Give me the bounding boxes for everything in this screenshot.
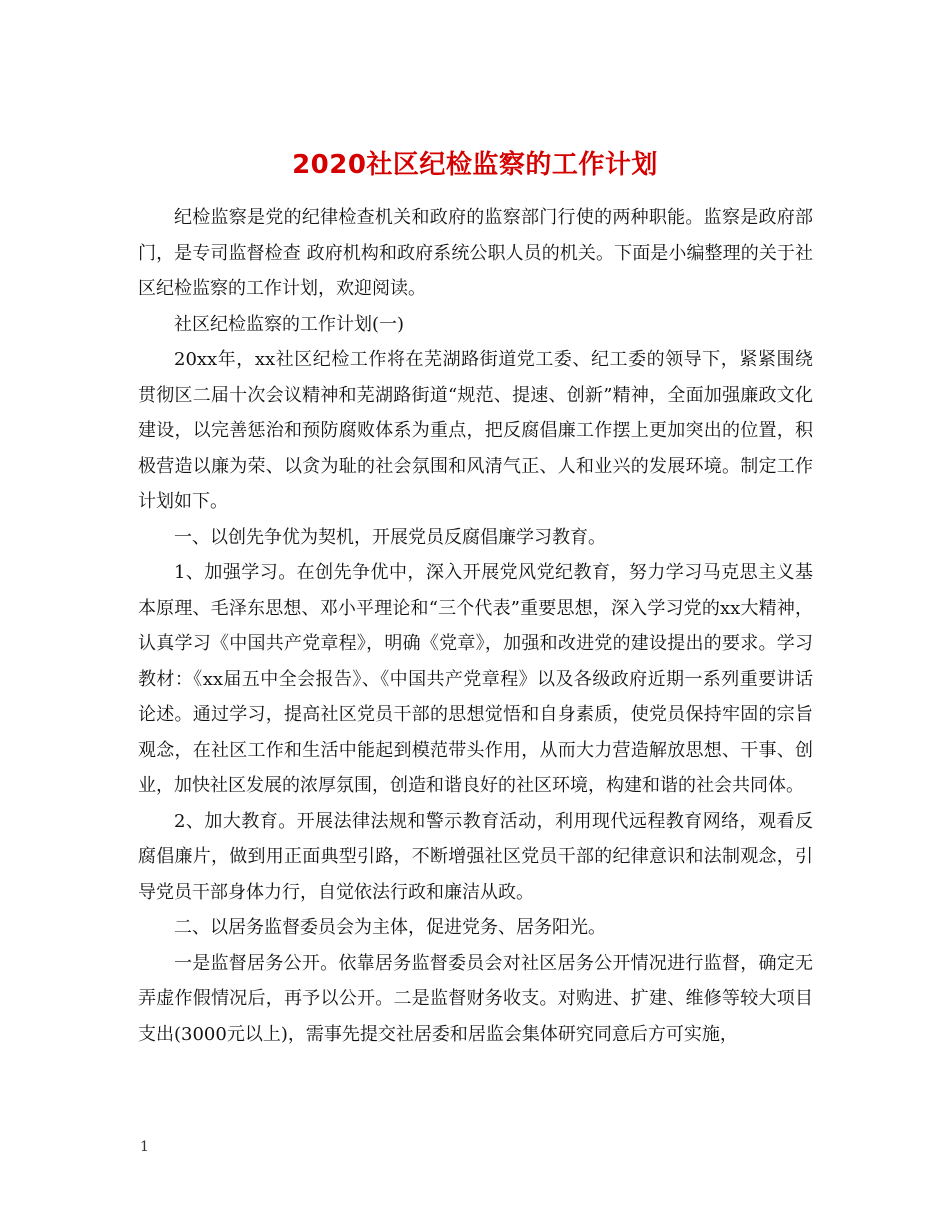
section-heading: 社区纪检监察的工作计划(一) xyxy=(174,313,405,335)
section-heading: 一、以创先争优为契机，开展党员反腐倡廉学习教育。 xyxy=(174,526,606,548)
document-body xyxy=(138,200,813,1052)
paragraph: 一是监督居务公开。依靠居务监督委员会对社区居务公开情况进行监督，确定无弄虚作假情况后，再予以公开。二是监督财务收支。对购进、扩建、维修等较大项目支出(3000元以上)，需事先提交社居委和居监会集体研究同意后方可实施， xyxy=(138,952,813,1045)
paragraph: 纪检监察是党的纪律检查机关和政府的监察部门行使的两种职能。监察是政府部门，是专司监督检查 政府机构和政府系统公职人员的机关。下面是小编整理的关于社区纪检监察的工作计划，欢迎阅读。 xyxy=(138,207,813,299)
paragraph: 1、加强学习。在创先争优中，深入开展党风党纪教育，努力学习马克思主义基本原理、毛泽东思想、邓小平理论和“三个代表”重要思想，深入学习党的xx大精神，认真学习《中国共产党章程》，明确《党章》，加强和改进党的建设提出的要求。学习教材：《xx届五中全会报告》、《中国共产党章程》以及各级政府近期一系列重要讲话论述。通过学习，提高社区党员干部的思想觉悟和自身素质，使党员保持牢固的宗旨观念，在社区工作和生活中能起到模范带头作用，从而大力营造解放思想、干事、创业，加快社区发展的浓厚氛围，创造和谐良好的社区环境，构建和谐的社会共同体。 xyxy=(138,562,813,796)
document-title: 2020社区纪检监察的工作计划 xyxy=(292,150,658,181)
paragraph: 2、加大教育。开展法律法规和警示教育活动，利用现代远程教育网络，观看反腐倡廉片，做到用正面典型引路，不断增强社区党员干部的纪律意识和法制观念，引导党员干部身体力行，自觉依法行政和廉洁从政。 xyxy=(138,810,813,903)
paragraph: 20xx年，xx社区纪检工作将在芜湖路街道党工委、纪工委的领导下，紧紧围绕贯彻区二届十次会议精神和芜湖路街道“规范、提速、创新”精神，全面加强廉政文化建设，以完善惩治和预防腐败体系为重点，把反腐倡廉工作摆上更加突出的位置，积极营造以廉为荣、以贪为耻的社会氛围和风清气正、人和业兴的发展环境。制定工作计划如下。 xyxy=(138,349,813,512)
page-number: 1 xyxy=(140,1139,149,1155)
section-heading: 二、以居务监督委员会为主体，促进党务、居务阳光。 xyxy=(174,917,606,938)
